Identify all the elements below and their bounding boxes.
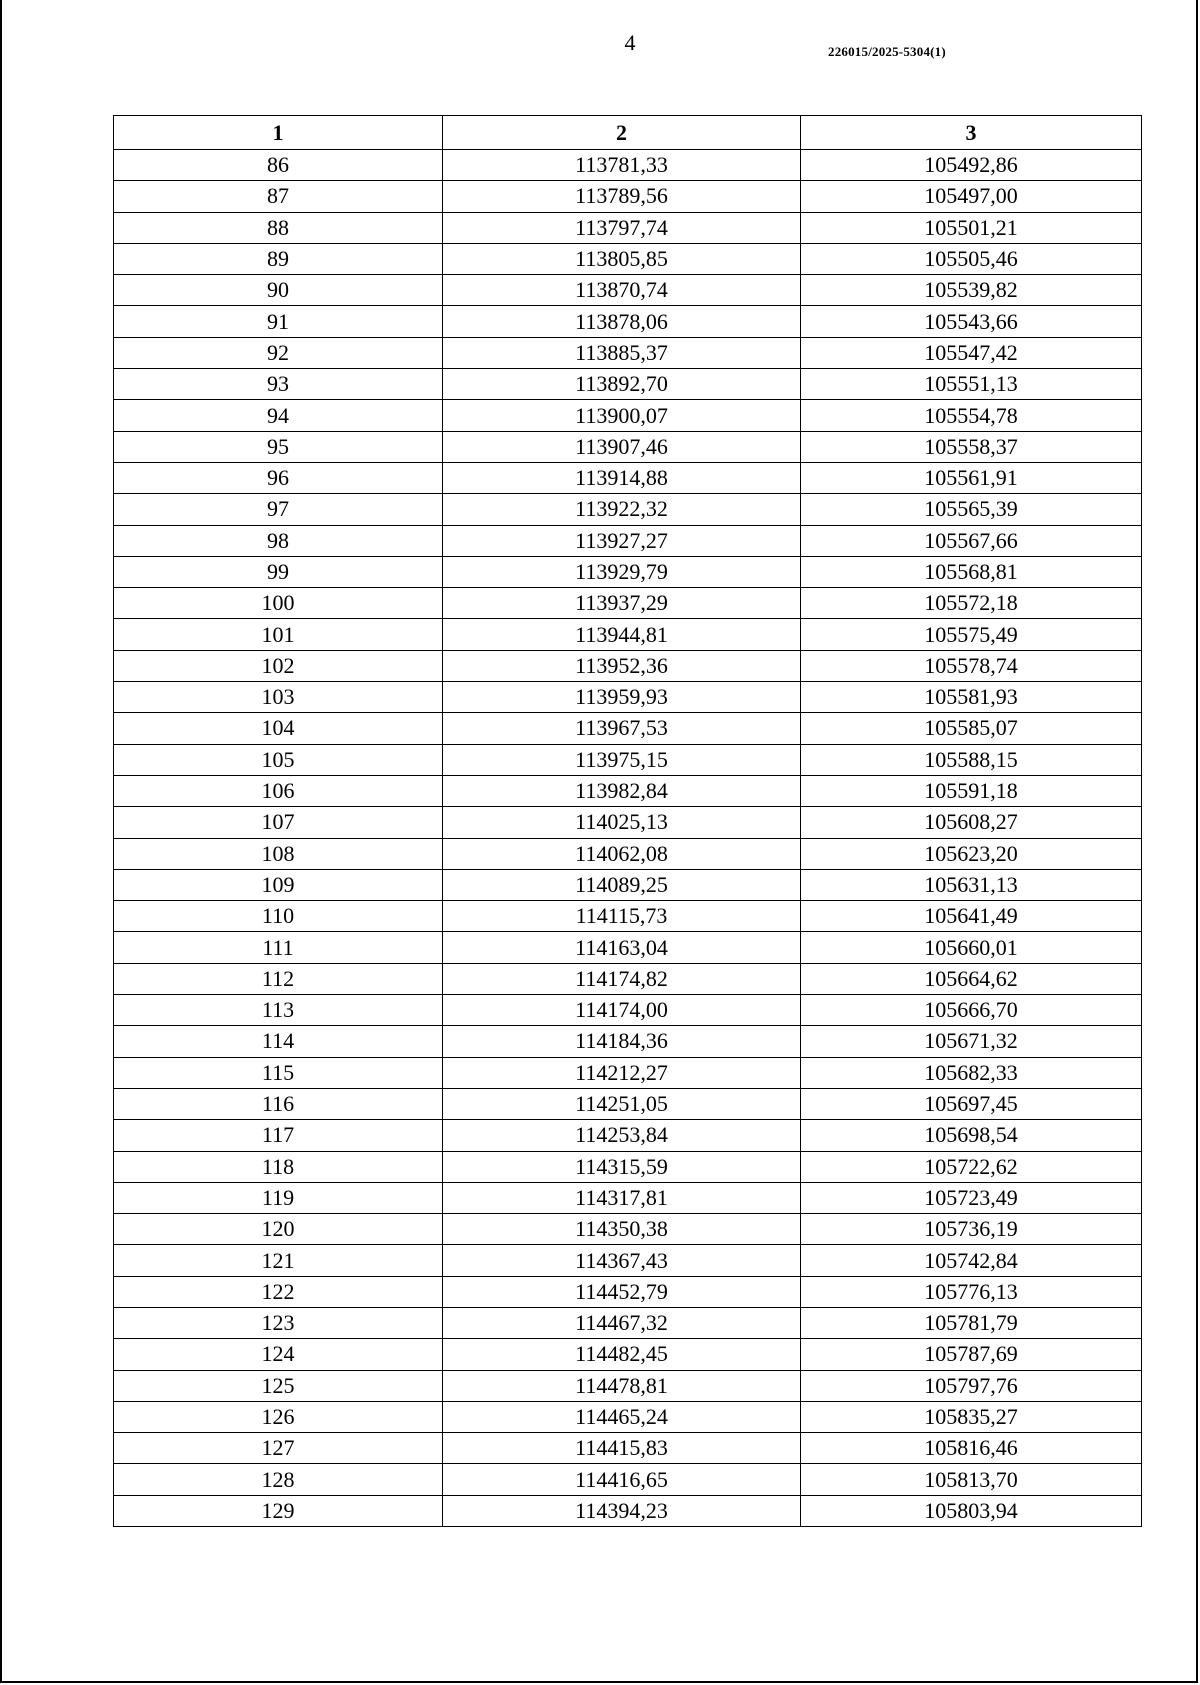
coordinate-y-cell: 105742,84: [801, 1245, 1142, 1276]
table-row: [114, 807, 1142, 838]
coordinate-y-cell: 105581,93: [801, 682, 1142, 713]
point-number-cell: 91: [114, 306, 443, 337]
point-number-cell: 98: [114, 525, 443, 556]
point-number-cell: 108: [114, 838, 443, 869]
table-row: [114, 963, 1142, 994]
point-number-cell: 107: [114, 807, 443, 838]
point-number-cell: 105: [114, 744, 443, 775]
point-number-cell: 95: [114, 431, 443, 462]
table-row: [114, 1151, 1142, 1182]
coordinate-x-cell: 113797,74: [443, 212, 801, 243]
table-row: [114, 1245, 1142, 1276]
coordinate-x-cell: 114163,04: [443, 932, 801, 963]
point-number-cell: 119: [114, 1182, 443, 1213]
coordinate-y-cell: 105664,62: [801, 963, 1142, 994]
table-row: [114, 1401, 1142, 1432]
point-number-cell: 93: [114, 369, 443, 400]
coordinate-x-cell: 113982,84: [443, 775, 801, 806]
coordinate-x-cell: 113922,32: [443, 494, 801, 525]
column-header-1: 1: [114, 116, 443, 150]
point-number-cell: 112: [114, 963, 443, 994]
coordinate-y-cell: 105723,49: [801, 1182, 1142, 1213]
column-header-2: 2: [443, 116, 801, 150]
coordinate-y-cell: 105803,94: [801, 1495, 1142, 1526]
coordinate-y-cell: 105588,15: [801, 744, 1142, 775]
coordinate-y-cell: 105666,70: [801, 995, 1142, 1026]
coordinate-x-cell: 113878,06: [443, 306, 801, 337]
table-row: [114, 369, 1142, 400]
table-row: [114, 744, 1142, 775]
coordinates-table: [113, 115, 1142, 1527]
point-number-cell: 122: [114, 1276, 443, 1307]
table-row: [114, 525, 1142, 556]
point-number-cell: 86: [114, 150, 443, 181]
coordinate-y-cell: 105660,01: [801, 932, 1142, 963]
coordinate-x-cell: 114367,43: [443, 1245, 801, 1276]
point-number-cell: 125: [114, 1370, 443, 1401]
coordinate-x-cell: 114467,32: [443, 1307, 801, 1338]
coordinate-y-cell: 105558,37: [801, 431, 1142, 462]
coordinate-x-cell: 113870,74: [443, 275, 801, 306]
table-row: [114, 1339, 1142, 1370]
coordinate-y-cell: 105501,21: [801, 212, 1142, 243]
coordinate-x-cell: 114478,81: [443, 1370, 801, 1401]
coordinate-y-cell: 105671,32: [801, 1026, 1142, 1057]
coordinate-x-cell: 113781,33: [443, 150, 801, 181]
coordinate-y-cell: 105813,70: [801, 1464, 1142, 1495]
coordinate-x-cell: 114315,59: [443, 1151, 801, 1182]
table-row: [114, 713, 1142, 744]
table-row: [114, 306, 1142, 337]
point-number-cell: 126: [114, 1401, 443, 1432]
coordinate-x-cell: 114212,27: [443, 1057, 801, 1088]
point-number-cell: 123: [114, 1307, 443, 1338]
point-number-cell: 106: [114, 775, 443, 806]
coordinate-x-cell: 113929,79: [443, 556, 801, 587]
point-number-cell: 114: [114, 1026, 443, 1057]
coordinate-x-cell: 113900,07: [443, 400, 801, 431]
point-number-cell: 121: [114, 1245, 443, 1276]
table-row: [114, 1370, 1142, 1401]
point-number-cell: 102: [114, 650, 443, 681]
table-row: [114, 1026, 1142, 1057]
point-number-cell: 115: [114, 1057, 443, 1088]
table-row: [114, 1120, 1142, 1151]
point-number-cell: 96: [114, 462, 443, 493]
point-number-cell: 118: [114, 1151, 443, 1182]
coordinate-x-cell: 114350,38: [443, 1214, 801, 1245]
coordinate-y-cell: 105623,20: [801, 838, 1142, 869]
coordinate-y-cell: 105554,78: [801, 400, 1142, 431]
point-number-cell: 103: [114, 682, 443, 713]
coordinate-y-cell: 105551,13: [801, 369, 1142, 400]
table-row: [114, 588, 1142, 619]
point-number-cell: 110: [114, 901, 443, 932]
point-number-cell: 89: [114, 243, 443, 274]
coordinate-x-cell: 114317,81: [443, 1182, 801, 1213]
table-row: [114, 181, 1142, 212]
coordinate-y-cell: 105682,33: [801, 1057, 1142, 1088]
coordinate-y-cell: 105585,07: [801, 713, 1142, 744]
column-header-3: 3: [801, 116, 1142, 150]
table-row: [114, 556, 1142, 587]
coordinate-y-cell: 105835,27: [801, 1401, 1142, 1432]
coordinate-x-cell: 114482,45: [443, 1339, 801, 1370]
coordinate-x-cell: 114062,08: [443, 838, 801, 869]
coordinate-y-cell: 105776,13: [801, 1276, 1142, 1307]
point-number-cell: 97: [114, 494, 443, 525]
coordinate-x-cell: 113789,56: [443, 181, 801, 212]
table-row: [114, 1307, 1142, 1338]
coordinate-y-cell: 105697,45: [801, 1088, 1142, 1119]
coordinate-x-cell: 113805,85: [443, 243, 801, 274]
table-row: [114, 150, 1142, 181]
table-row: [114, 869, 1142, 900]
coordinate-y-cell: 105575,49: [801, 619, 1142, 650]
table-row: [114, 400, 1142, 431]
coordinate-x-cell: 114415,83: [443, 1433, 801, 1464]
coordinate-x-cell: 114394,23: [443, 1495, 801, 1526]
coordinate-x-cell: 113927,27: [443, 525, 801, 556]
point-number-cell: 101: [114, 619, 443, 650]
coordinate-y-cell: 105568,81: [801, 556, 1142, 587]
point-number-cell: 88: [114, 212, 443, 243]
table-row: [114, 337, 1142, 368]
coordinate-y-cell: 105608,27: [801, 807, 1142, 838]
point-number-cell: 109: [114, 869, 443, 900]
table-row: [114, 1495, 1142, 1526]
table-row: [114, 494, 1142, 525]
point-number-cell: 128: [114, 1464, 443, 1495]
coordinate-y-cell: 105736,19: [801, 1214, 1142, 1245]
coordinate-y-cell: 105797,76: [801, 1370, 1142, 1401]
table-row: [114, 212, 1142, 243]
point-number-cell: 117: [114, 1120, 443, 1151]
coordinate-x-cell: 114452,79: [443, 1276, 801, 1307]
table-row: [114, 1464, 1142, 1495]
table-row: [114, 619, 1142, 650]
point-number-cell: 124: [114, 1339, 443, 1370]
coordinate-y-cell: 105543,66: [801, 306, 1142, 337]
table-row: [114, 462, 1142, 493]
coordinate-x-cell: 113967,53: [443, 713, 801, 744]
coordinate-x-cell: 114089,25: [443, 869, 801, 900]
coordinate-y-cell: 105567,66: [801, 525, 1142, 556]
coordinate-y-cell: 105816,46: [801, 1433, 1142, 1464]
table-row: [114, 775, 1142, 806]
coordinate-x-cell: 113937,29: [443, 588, 801, 619]
coordinate-x-cell: 114174,82: [443, 963, 801, 994]
coordinate-y-cell: 105578,74: [801, 650, 1142, 681]
point-number-cell: 87: [114, 181, 443, 212]
table-row: [114, 1433, 1142, 1464]
coordinate-x-cell: 114251,05: [443, 1088, 801, 1119]
table-row: [114, 1057, 1142, 1088]
table-row: [114, 1182, 1142, 1213]
table-body: [114, 150, 1142, 1527]
point-number-cell: 104: [114, 713, 443, 744]
coordinate-y-cell: 105505,46: [801, 243, 1142, 274]
point-number-cell: 129: [114, 1495, 443, 1526]
point-number-cell: 127: [114, 1433, 443, 1464]
coordinate-y-cell: 105561,91: [801, 462, 1142, 493]
coordinate-y-cell: 105722,62: [801, 1151, 1142, 1182]
coordinate-y-cell: 105547,42: [801, 337, 1142, 368]
table-row: [114, 901, 1142, 932]
coordinate-x-cell: 114184,36: [443, 1026, 801, 1057]
coordinate-x-cell: 114253,84: [443, 1120, 801, 1151]
point-number-cell: 100: [114, 588, 443, 619]
table-row: [114, 1214, 1142, 1245]
point-number-cell: 120: [114, 1214, 443, 1245]
coordinate-y-cell: 105497,00: [801, 181, 1142, 212]
table-row: [114, 995, 1142, 1026]
coordinate-x-cell: 113944,81: [443, 619, 801, 650]
point-number-cell: 90: [114, 275, 443, 306]
coordinate-y-cell: 105565,39: [801, 494, 1142, 525]
coordinate-x-cell: 113914,88: [443, 462, 801, 493]
document-reference: 226015/2025-5304(1): [828, 44, 946, 59]
table-header-row: [114, 116, 1142, 150]
table-row: [114, 838, 1142, 869]
coordinate-x-cell: 113885,37: [443, 337, 801, 368]
coordinate-x-cell: 113892,70: [443, 369, 801, 400]
point-number-cell: 92: [114, 337, 443, 368]
coordinate-y-cell: 105572,18: [801, 588, 1142, 619]
point-number-cell: 111: [114, 932, 443, 963]
point-number-cell: 99: [114, 556, 443, 587]
coordinate-x-cell: 114465,24: [443, 1401, 801, 1432]
table-row: [114, 1276, 1142, 1307]
table-row: [114, 932, 1142, 963]
table-row: [114, 682, 1142, 713]
table-row: [114, 275, 1142, 306]
page-number: 4: [624, 30, 636, 55]
coordinate-y-cell: 105492,86: [801, 150, 1142, 181]
coordinate-y-cell: 105539,82: [801, 275, 1142, 306]
table-row: [114, 243, 1142, 274]
coordinate-y-cell: 105787,69: [801, 1339, 1142, 1370]
point-number-cell: 116: [114, 1088, 443, 1119]
coordinate-y-cell: 105698,54: [801, 1120, 1142, 1151]
coordinate-x-cell: 114115,73: [443, 901, 801, 932]
table-row: [114, 1088, 1142, 1119]
coordinate-x-cell: 114174,00: [443, 995, 801, 1026]
coordinate-x-cell: 114025,13: [443, 807, 801, 838]
coordinate-y-cell: 105641,49: [801, 901, 1142, 932]
point-number-cell: 94: [114, 400, 443, 431]
coordinate-x-cell: 113907,46: [443, 431, 801, 462]
table-row: [114, 650, 1142, 681]
coordinate-x-cell: 114416,65: [443, 1464, 801, 1495]
coordinate-x-cell: 113975,15: [443, 744, 801, 775]
coordinate-x-cell: 113952,36: [443, 650, 801, 681]
coordinate-y-cell: 105781,79: [801, 1307, 1142, 1338]
coordinate-y-cell: 105591,18: [801, 775, 1142, 806]
coordinate-y-cell: 105631,13: [801, 869, 1142, 900]
coordinate-x-cell: 113959,93: [443, 682, 801, 713]
point-number-cell: 113: [114, 995, 443, 1026]
table-row: [114, 431, 1142, 462]
